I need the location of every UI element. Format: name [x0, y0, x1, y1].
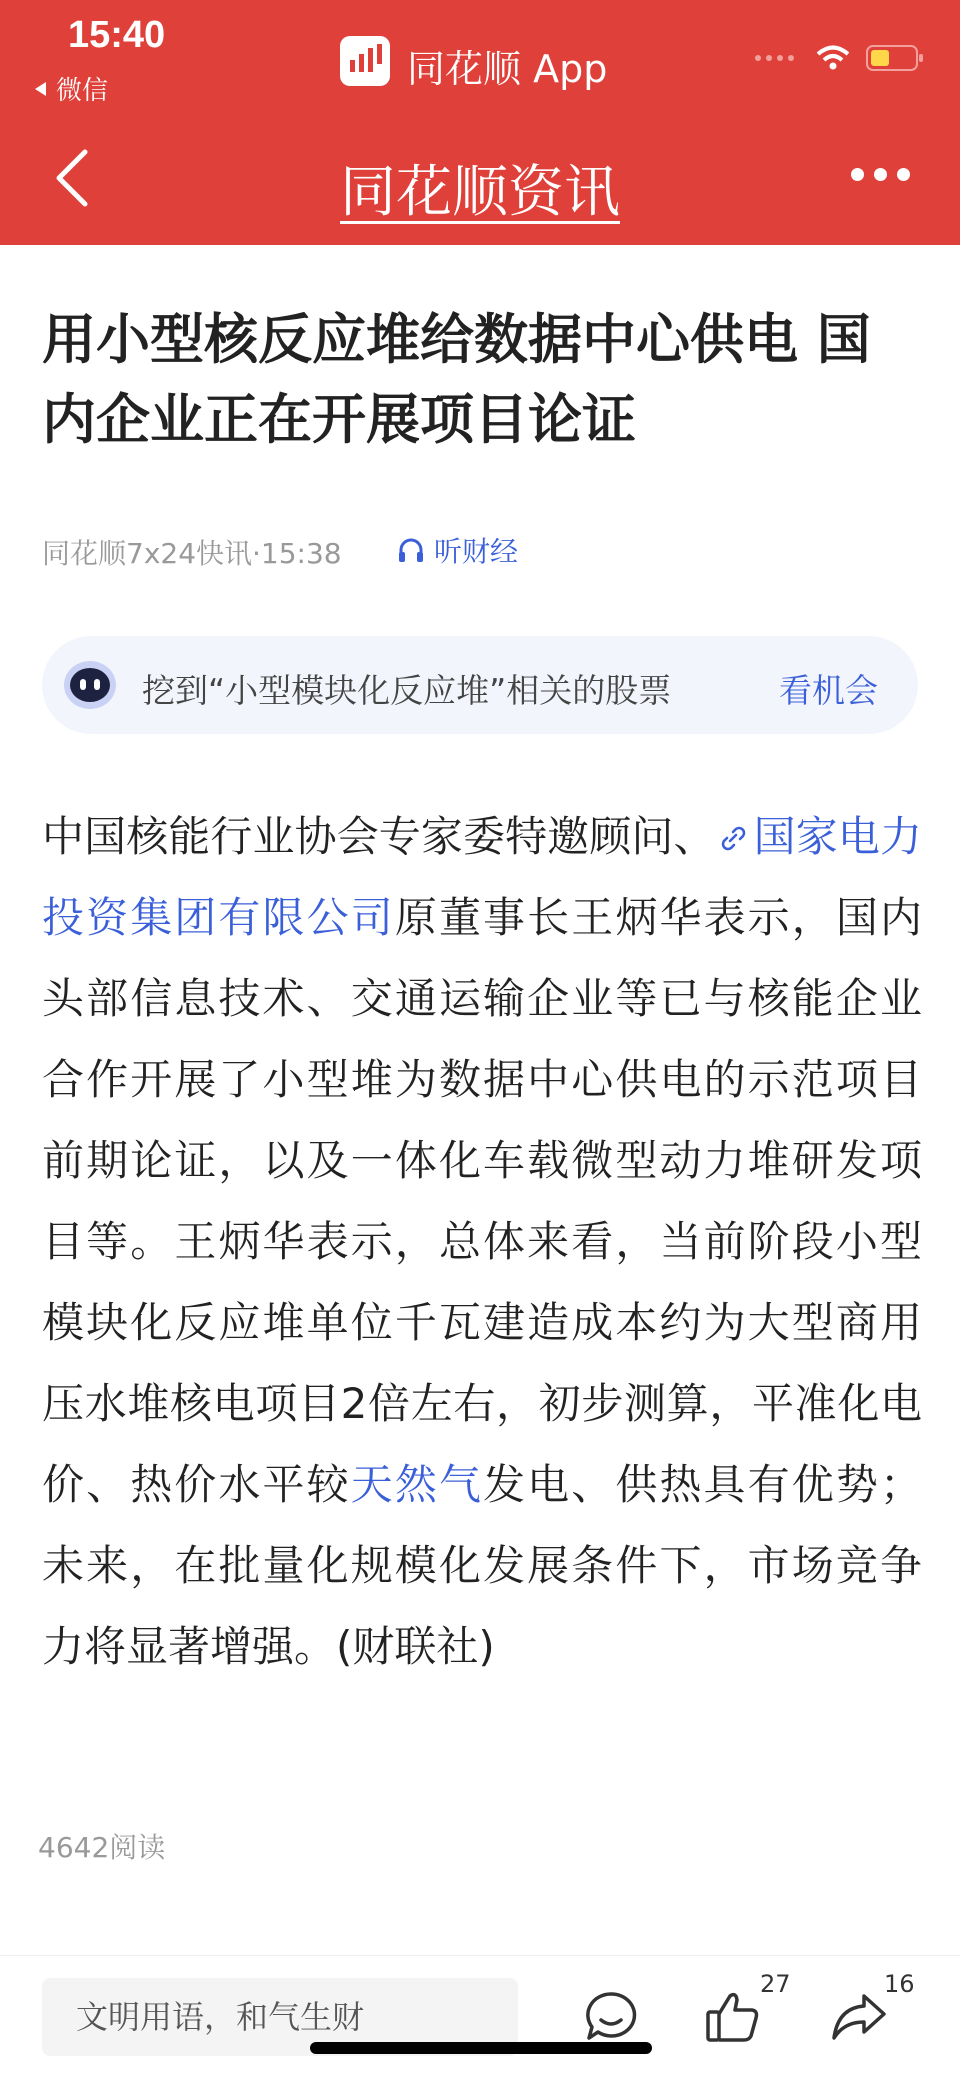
listen-button[interactable]: [396, 530, 518, 570]
app-name: 同花顺 App: [407, 47, 608, 91]
listen-label: 听财经: [434, 535, 519, 568]
bottom-action-bar: [0, 1955, 960, 2080]
promo-link[interactable]: 看机会: [779, 671, 878, 710]
status-icons: [754, 44, 924, 72]
back-app-label: 微信: [56, 76, 109, 106]
stock-promo-banner[interactable]: [42, 636, 918, 734]
like-icon[interactable]: [700, 1984, 766, 2050]
article-title: 用小型核反应堆给数据中心供电 国内企业正在开展项目论证: [42, 308, 871, 451]
signal-icon: [754, 53, 800, 63]
back-to-wechat[interactable]: [32, 70, 108, 107]
share-icon[interactable]: [826, 1984, 892, 2050]
wifi-icon: [816, 45, 850, 71]
body-text-part-3: 发电、供热具有优势；未来，在批量化规模化发展条件下，市场竞争力将显著增强。(财联社): [42, 1460, 922, 1671]
promo-text: 挖到“小型模块化反应堆”相关的股票: [142, 671, 672, 710]
status-time: 15:40: [68, 14, 166, 56]
body-text-part-2: 原董事长王炳华表示，国内头部信息技术、交通运输企业等已与核能企业合作开展了小型堆为数据中心供电的示范项目前期论证，以及一体化车载微型动力堆研发项目等。王炳华表示，总体来看，当前阶段小型模块化反应堆单位千瓦建造成本约为大型商用压水堆核电项目2倍左右，初步测算，平准化电价、热价水平较: [42, 893, 922, 1509]
page-title[interactable]: 同花顺资讯: [340, 160, 620, 225]
more-icon[interactable]: [851, 168, 910, 181]
natural-gas-link[interactable]: 天然气: [350, 1460, 484, 1509]
home-indicator: [310, 2042, 652, 2054]
link-icon: [716, 821, 750, 855]
share-count: 16: [884, 1970, 915, 1998]
article-body: [42, 796, 922, 1687]
comment-icon[interactable]: [578, 1984, 644, 2050]
read-count: 4642阅读: [38, 1831, 166, 1864]
headphones-icon: [396, 535, 426, 565]
app-logo-icon: [340, 36, 390, 86]
body-text-part-1: 中国核能行业协会专家委特邀顾问、: [42, 812, 716, 861]
battery-icon: [866, 44, 924, 72]
app-header: [0, 0, 960, 245]
article-source: 同花顺7x24快讯·15:38: [42, 537, 342, 570]
robot-icon: [62, 658, 118, 712]
company-link-label: 国家电力投资集团有限公司: [42, 812, 922, 942]
back-triangle-icon: [32, 80, 48, 98]
like-count: 27: [760, 1970, 791, 1998]
comment-input[interactable]: 文明用语，和气生财: [42, 1978, 518, 2056]
